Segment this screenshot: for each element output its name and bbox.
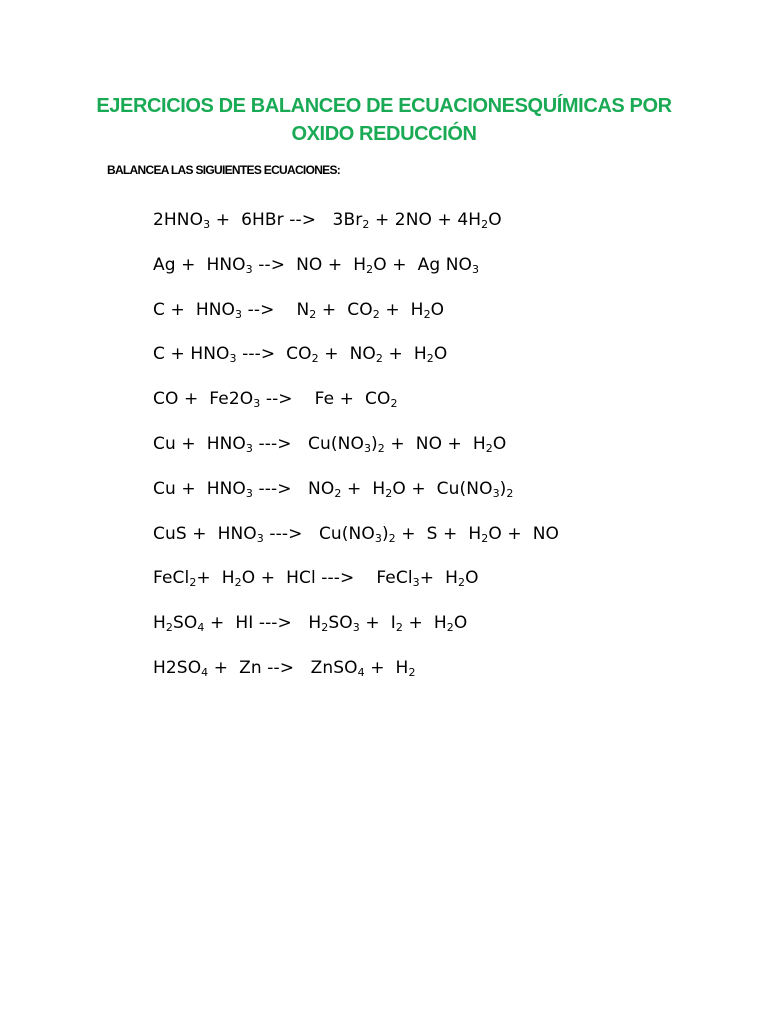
equation-text: O + HCl ---> FeCl (241, 568, 413, 589)
equation-text: + H (402, 613, 447, 634)
equation-text: ) (371, 433, 378, 454)
equation-text: + I (359, 613, 396, 634)
equation-subscript: 2 (426, 352, 434, 366)
equation-text: + CO (316, 299, 373, 320)
equation-subscript: 2 (423, 307, 431, 321)
equation-subscript: 2 (362, 218, 370, 231)
equation-text: + H (419, 568, 459, 589)
equation-3 (153, 295, 559, 340)
equation-subscript: 3 (256, 531, 264, 545)
equation-subscript: 3 (472, 262, 480, 276)
equation-text: Cu + HNO (153, 433, 246, 454)
equation-2 (153, 250, 559, 295)
equation-text: O + NO (488, 523, 560, 544)
equation-text: ---> NO (253, 478, 335, 499)
equation-list (153, 205, 559, 698)
equation-subscript: 2 (334, 486, 342, 500)
equation-text: ) (499, 478, 507, 499)
equation-subscript: 3 (245, 486, 253, 500)
equation-text: + H (341, 478, 386, 499)
equation-text: O (453, 613, 468, 634)
equation-text: O + Ag NO (373, 254, 473, 275)
equation-6 (153, 429, 559, 474)
equation-subscript: 2 (189, 576, 197, 590)
equation-text: ) (381, 523, 389, 544)
equation-subscript: 3 (352, 621, 360, 635)
equation-subscript: 4 (197, 621, 205, 635)
equation-text: + NO + H (384, 433, 486, 454)
equation-8 (153, 519, 559, 564)
equation-text: O (430, 299, 445, 320)
equation-subscript: 2 (446, 621, 454, 635)
equation-subscript: 2 (458, 576, 466, 590)
equation-subscript: 3 (412, 576, 420, 590)
equation-subscript: 2 (481, 218, 489, 231)
equation-text: ---> Cu(NO (263, 523, 375, 544)
equation-text: + H (196, 568, 235, 589)
equation-text: + S + H (395, 523, 482, 544)
equation-text: + H (379, 299, 424, 320)
equation-text: + 2NO + 4H (369, 210, 482, 230)
equation-text: + 6HBr --> 3Br (210, 210, 363, 230)
equation-text: C + HNO (153, 299, 236, 320)
equation-text: CO + Fe2O (153, 389, 254, 410)
equation-text: ---> Cu(NO (253, 433, 364, 454)
equation-text: O (488, 210, 502, 230)
equation-text: O (492, 433, 507, 454)
equation-text: --> Fe + CO (260, 389, 391, 410)
equation-text: O + Cu(NO (392, 478, 493, 499)
instruction-heading: BALANCEA LAS SIGUIENTES ECUACIONES: (107, 163, 341, 177)
equation-subscript: 2 (372, 307, 380, 321)
equation-subscript: 3 (229, 352, 237, 366)
equation-subscript: 2 (366, 262, 374, 276)
equation-text: O (465, 568, 479, 589)
equation-9 (153, 563, 559, 608)
equation-subscript: 2 (395, 621, 403, 635)
equation-text: --> N (242, 299, 310, 320)
equation-4 (153, 339, 559, 384)
equation-subscript: 3 (245, 441, 253, 455)
equation-subscript: 4 (201, 665, 209, 679)
title-line-1: EJERCICIOS DE BALANCEO DE ECUACIONESQUÍMICAS POR (96, 95, 672, 117)
equation-text: + H (383, 344, 427, 365)
equation-subscript: 3 (203, 218, 211, 231)
equation-subscript: 2 (375, 352, 384, 366)
equation-text: H (153, 613, 166, 634)
equation-subscript: 3 (245, 262, 253, 276)
equation-text: Ag + HNO (153, 254, 246, 275)
equation-text: H2SO (153, 657, 202, 678)
equation-text: FeCl (153, 568, 190, 589)
equation-subscript: 3 (363, 441, 372, 455)
equation-text: + HI ---> H (204, 613, 322, 634)
equation-text: SO (328, 613, 353, 634)
equation-subscript: 2 (309, 307, 317, 321)
equation-text: 2HNO (153, 210, 204, 230)
equation-subscript: 2 (165, 621, 173, 635)
equation-subscript: 2 (388, 531, 396, 545)
equation-text: + Zn --> ZnSO (208, 657, 358, 678)
equation-subscript: 2 (311, 352, 319, 366)
equation-subscript: 2 (485, 441, 493, 455)
equation-subscript: 2 (234, 576, 242, 590)
equation-subscript: 3 (492, 486, 500, 500)
equation-text: ---> CO (236, 344, 312, 365)
equation-text: --> NO + H (252, 254, 367, 275)
equation-subscript: 4 (357, 665, 365, 679)
equation-text: Cu + HNO (153, 478, 246, 499)
equation-subscript: 2 (321, 621, 329, 635)
equation-subscript: 2 (385, 486, 393, 500)
equation-5 (153, 384, 559, 429)
equation-subscript: 2 (377, 441, 385, 455)
equation-text: O (433, 344, 448, 365)
equation-subscript: 2 (481, 531, 489, 545)
equation-1 (153, 205, 559, 250)
equation-text: CuS + HNO (153, 523, 257, 544)
equation-subscript: 2 (506, 486, 514, 500)
equation-11 (153, 653, 559, 698)
equation-text: + H (364, 657, 409, 678)
equation-subscript: 3 (374, 531, 382, 545)
equation-subscript: 2 (390, 397, 398, 411)
equation-text: + NO (318, 344, 376, 365)
equation-subscript: 3 (235, 307, 243, 321)
equation-10 (153, 608, 559, 653)
equation-text: SO (173, 613, 198, 634)
title-line-2: OXIDO REDUCCIÓN (291, 123, 477, 145)
document-title (60, 92, 708, 148)
equation-subscript: 2 (408, 665, 416, 679)
equation-text: C + HNO (153, 344, 230, 365)
equation-subscript: 3 (253, 397, 261, 411)
equation-7 (153, 474, 559, 519)
